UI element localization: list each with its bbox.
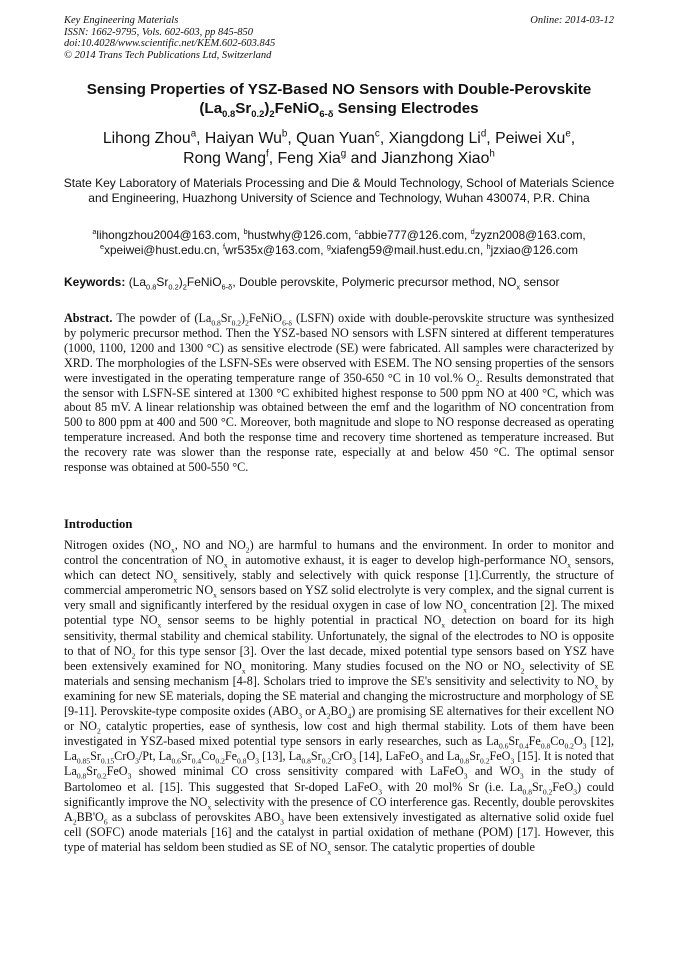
title-line-2: $(La_{0.8}Sr_{0.2})_2FeNiO_{6-\delta}$ Sensing Electrodes <box>199 100 479 120</box>
keywords: Keywords: $(La_{0.8}Sr_{0.2})_2FeNiO_{6-\delta}$, Double perovskite, Polymeric precursor method, $NO_x$ sensor <box>64 275 560 292</box>
issn-line: ISSN: 1662-9795, Vols. 602-603, pp 845-850 <box>64 26 253 38</box>
author-emails: $^a$lihongzhou2004@163.com, $^b$hustwhy@126.com, $^c$abbie777@126.com, $^d$zyzn2008@163.com, $^e$xpeiwei@hust.edu.cn, $^f$wr535x@163.com, $^g$xiafeng59@mail.hust.edu.cn, $^h$jzxiao@126.com <box>92 227 586 257</box>
introduction-paragraph: Nitrogen oxides ($NO_x$, NO and $NO_2$) are harmful to humans and the environment. In order to monitor and control the concentration of $NO_x$ in automotive exhaust, it is eager to develop high-performance $NO_x$ sensors, which can detect $NO_x$ sensitively, stably and selectively with quick response [1].Currently, the structure of commercial amperometric $NO_x$ sensors based on YSZ solid electrolyte is very complex, and the signal current is very small and significantly interfered by the residual oxygen in case of low $NO_x$ concentration [2]. The mixed potential type $NO_x$ sensor seems to be highly potential in practical $NO_x$ detection on board for its high sensitivity, thermal stability and chemical stability. Unfortunately, the signal of the electrodes to NO is opposite to that of $NO_2$ for this type sensor [3]. Over the last decade, mixed potential type sensors based on YSZ have been extensively examined for $NO_x$ monitoring. Many studies focused on the NO or $NO_2$ selectivity of SE materials and sensing mechanism [4-8]. Scholars tried to improve the SE's sensitivity and selectivity to $NO_x$ by examining for new SE materials, doping the SE material and changing the microstructure and morphology of SE [9-11]. Perovskite-type composite oxides ($ABO_3$ or $A_2BO_4$) are promising SE alternatives for their excellent NO or $NO_2$ catalytic properties, ease of synthesis, low cost and high thermal stability. Lots of them have been investigated in YSZ-based mixed potential type sensors in early researches, such as $La_{0.6}Sr_{0.4}Fe_{0.8}Co_{0.2}O_3$ [12], $La_{0.85}Sr_{0.15}CrO_3/Pt$, $La_{0.6}Sr_{0.4}Co_{0.2}Fe_{0.8}O_3$ [13], $La_{0.8}Sr_{0.2}CrO_3$ [14], LaFeO$_3$ and $La_{0.8}Sr_{0.2}FeO_3$ [15]. It is noted that $La_{0.8}Sr_{0.2}FeO_3$ showed minimal CO cross sensitivity compared with LaFeO$_3$ and $WO_3$ in the study of Bartolomeo et al. [15]. This suggested that Sr-doped LaFeO$_3$ with 20 mol% Sr (i.e. $La_{0.8}Sr_{0.2}FeO_3$) could significantly improve the $NO_x$ selectivity with the presence of CO interference gas. Recently, double perovskites $A_2BB'O_6$ as a subclass of perovskites $ABO_3$ have been extensively investigated as alternative solid oxide fuel cell (SOFC) anode materials [16] and the catalyst in partial oxidation of methane (POM) [17]. However, this type of material has seldom been studied as SE of $NO_x$ sensor. The catalytic properties of double <box>64 538 615 857</box>
author-list: Lihong Zhou$^a$, Haiyan Wu$^b$, Quan Yuan$^c$, Xiangdong Li$^d$, Peiwei Xu$^e$, Rong Wang$^f$, Feng Xia$^g$ and Jianzhong Xiao$^h$ <box>102 128 576 167</box>
abstract: Abstract. The powder of $(La_{0.8}Sr_{0.2})_2FeNiO_{6-\delta}$ (LSFN) oxide with double-perovskite structure was synthesized by polymeric precursor method. Then the YSZ-based NO sensors with LSFN sintered at different temperatures (1000, 1100, 1200 and 1300 °C) as sensitive electrode (SE) were fabricated. All samples were characterized by XRD. The morphologies of the LSFN-SEs were observed with ESEM. The NO sensing properties of the sensors were investigated in the operating temperature range of 350-650 °C in 10 vol.% $O_2$. Results demonstrated that the sensor with LSFN-SE sintered at 1300 °C exhibited highest response to 500 ppm NO at 400 °C, which was about 85 mV. A linear relationship was obtained between the emf and the logarithm of NO concentration from 500 to 800 ppm at 400 and 500 °C. Moreover, both magnitude and slope to NO response decreased as operating temperature increased. And both the response time and recovery time shortened as temperature increased. But the recovery rate was slower than the response rate, especially at and below 450 °C. The optimal sensor response was obtained at 500-550 °C. <box>64 311 614 475</box>
author-name: Rong Wang <box>183 150 267 167</box>
journal-header <box>64 15 614 61</box>
abstract-label: Abstract. <box>64 311 113 325</box>
email: lihongzhou2004@163.com <box>96 228 237 242</box>
email: abbie777@126.com <box>358 228 465 242</box>
author-name: Peiwei Xu <box>495 130 566 147</box>
email: zyzn2008@163.com <box>474 228 583 242</box>
section-heading-introduction: Introduction <box>64 517 133 531</box>
affiliation: State Key Laboratory of Materials Processing and Die & Mould Technology, School of Materials Science and Engineering, Huazhong University of Science and Technology, Wuhan 430074, P.R. China <box>63 176 615 205</box>
keywords-label: Keywords: <box>64 275 126 289</box>
email: jzxiao@126.com <box>490 242 578 257</box>
author-name: Quan Yuan <box>296 130 375 147</box>
author-name: Lihong Zhou <box>102 130 191 147</box>
online-date: Online: 2014-03-12 <box>530 15 614 26</box>
author-name: Xiangdong Li <box>388 130 481 147</box>
doi-line: doi:10.4028/www.scientific.net/KEM.602-603.845 <box>64 38 276 49</box>
title-line-1: Sensing Properties of YSZ-Based NO Sensors with Double-Perovskite <box>86 81 592 98</box>
email: xpeiwei@hust.edu.cn <box>104 242 217 257</box>
author-name: Feng Xia <box>277 150 341 167</box>
email: wr535x@163.com <box>225 242 321 257</box>
email: hustwhy@126.com <box>247 228 349 242</box>
author-name: Jianzhong Xiao <box>381 150 490 167</box>
journal-name: Key Engineering Materials <box>64 15 179 26</box>
paper-title <box>60 80 618 118</box>
copyright-line: © 2014 Trans Tech Publications Ltd, Switzerland <box>64 49 272 61</box>
author-name: Haiyan Wu <box>204 130 282 147</box>
email: xiafeng59@mail.hust.edu.cn <box>330 242 480 257</box>
